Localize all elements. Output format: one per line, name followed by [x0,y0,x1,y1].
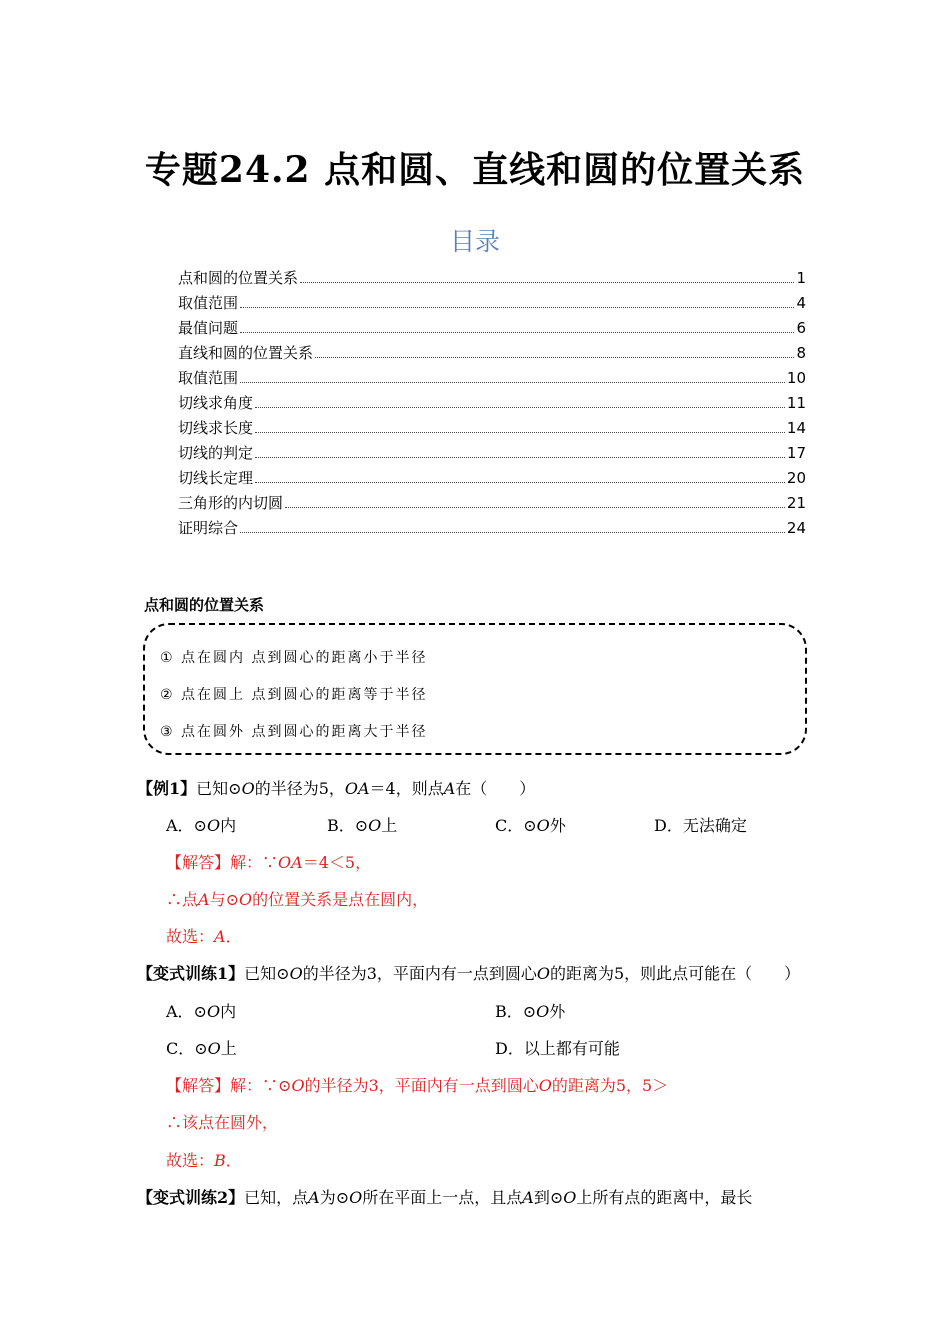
example1-answer-line2: ∴点A与⊙O的位置关系是点在圆内， [166,890,429,909]
toc-entry-label: 直线和圆的位置关系 [178,344,314,362]
toc-entry[interactable] [178,467,806,492]
toc-dot-leader [240,307,794,308]
toc-entry-label: 切线求角度 [178,394,254,412]
toc-dot-leader [255,457,785,458]
toc-dot-leader [240,532,785,533]
example1-question: 【例1】已知⊙O的半径为5，OA＝4，则点A在（ ） [137,779,536,798]
toc-entry[interactable] [178,342,806,367]
toc-entry[interactable] [178,317,806,342]
toc-entry-label: 最值问题 [178,319,239,337]
variant1-option-d: D．以上都有可能 [495,1039,620,1058]
toc-dot-leader [285,507,785,508]
table-of-contents [178,267,806,542]
toc-entry[interactable] [178,417,806,442]
example1-choice: 故选：A． [166,927,242,946]
example1-option-a: A．⊙O内 [166,816,237,835]
toc-entry-page: 24 [786,519,806,537]
variant1-question: 【变式训练1】已知⊙O的半径为3，平面内有一点到圆心O的距离为5，则此点可能在（ ） [137,964,801,983]
toc-heading: 目录 [449,227,500,256]
example1-option-c: C．⊙O外 [495,816,566,835]
toc-entry[interactable] [178,517,806,542]
toc-entry-label: 切线长定理 [178,469,254,487]
example1-option-d: D．无法确定 [654,816,747,835]
example1-tag: 【例1】 [137,779,197,798]
toc-entry-label: 切线的判定 [178,444,254,462]
toc-entry-page: 21 [786,494,806,512]
variant1-answer-line1: 【解答】解：∵⊙O的半径为3，平面内有一点到圆心O的距离为5，5＞ [166,1076,669,1095]
variant1-choice: 故选：B． [166,1151,242,1170]
toc-entry-page: 17 [786,444,806,462]
toc-entry-page: 10 [786,369,806,387]
toc-entry-label: 证明综合 [178,519,239,537]
page-title: 专题24.2 点和圆、直线和圆的位置关系 [144,149,806,191]
toc-entry[interactable] [178,267,806,292]
toc-entry-page: 20 [786,469,806,487]
key-point-inside: ① 点在圆内 点到圆心的距离小于半径 [160,650,428,666]
toc-entry-page: 14 [786,419,806,437]
toc-entry-label: 三角形的内切圆 [178,494,284,512]
toc-entry-page: 1 [796,269,806,287]
toc-entry-label: 取值范围 [178,294,239,312]
toc-dot-leader [315,357,794,358]
section-heading: 点和圆的位置关系 [144,596,265,614]
toc-dot-leader [255,407,785,408]
toc-entry[interactable] [178,367,806,392]
toc-dot-leader [255,482,785,483]
toc-entry-page: 6 [796,319,806,337]
toc-dot-leader [255,432,785,433]
toc-entry-label: 切线求长度 [178,419,254,437]
variant1-answer-line2: ∴该点在圆外， [166,1113,279,1132]
toc-entry[interactable] [178,292,806,317]
variant1-option-a: A．⊙O内 [166,1002,237,1021]
variant2-tag: 【变式训练2】 [137,1188,245,1207]
toc-dot-leader [300,282,794,283]
variant1-option-b: B．⊙O外 [495,1002,566,1021]
toc-entry-page: 4 [796,294,806,312]
toc-dot-leader [240,332,794,333]
toc-entry[interactable] [178,492,806,517]
variant2-question: 【变式训练2】已知，点A为⊙O所在平面上一点，且点A到⊙O上所有点的距离中，最长 [137,1188,753,1207]
toc-entry-page: 11 [786,394,806,412]
key-point-on: ② 点在圆上 点到圆心的距离等于半径 [160,687,428,703]
toc-dot-leader [240,382,785,383]
toc-entry[interactable] [178,392,806,417]
toc-entry-label: 取值范围 [178,369,239,387]
example1-option-b: B．⊙O上 [327,816,398,835]
variant1-option-c: C．⊙O上 [166,1039,237,1058]
example1-answer-line1: 【解答】解：∵OA＝4＜5， [166,853,372,872]
toc-entry-page: 8 [796,344,806,362]
key-point-outside: ③ 点在圆外 点到圆心的距离大于半径 [160,724,428,740]
variant1-tag: 【变式训练1】 [137,964,245,983]
toc-entry-label: 点和圆的位置关系 [178,269,299,287]
toc-entry[interactable] [178,442,806,467]
